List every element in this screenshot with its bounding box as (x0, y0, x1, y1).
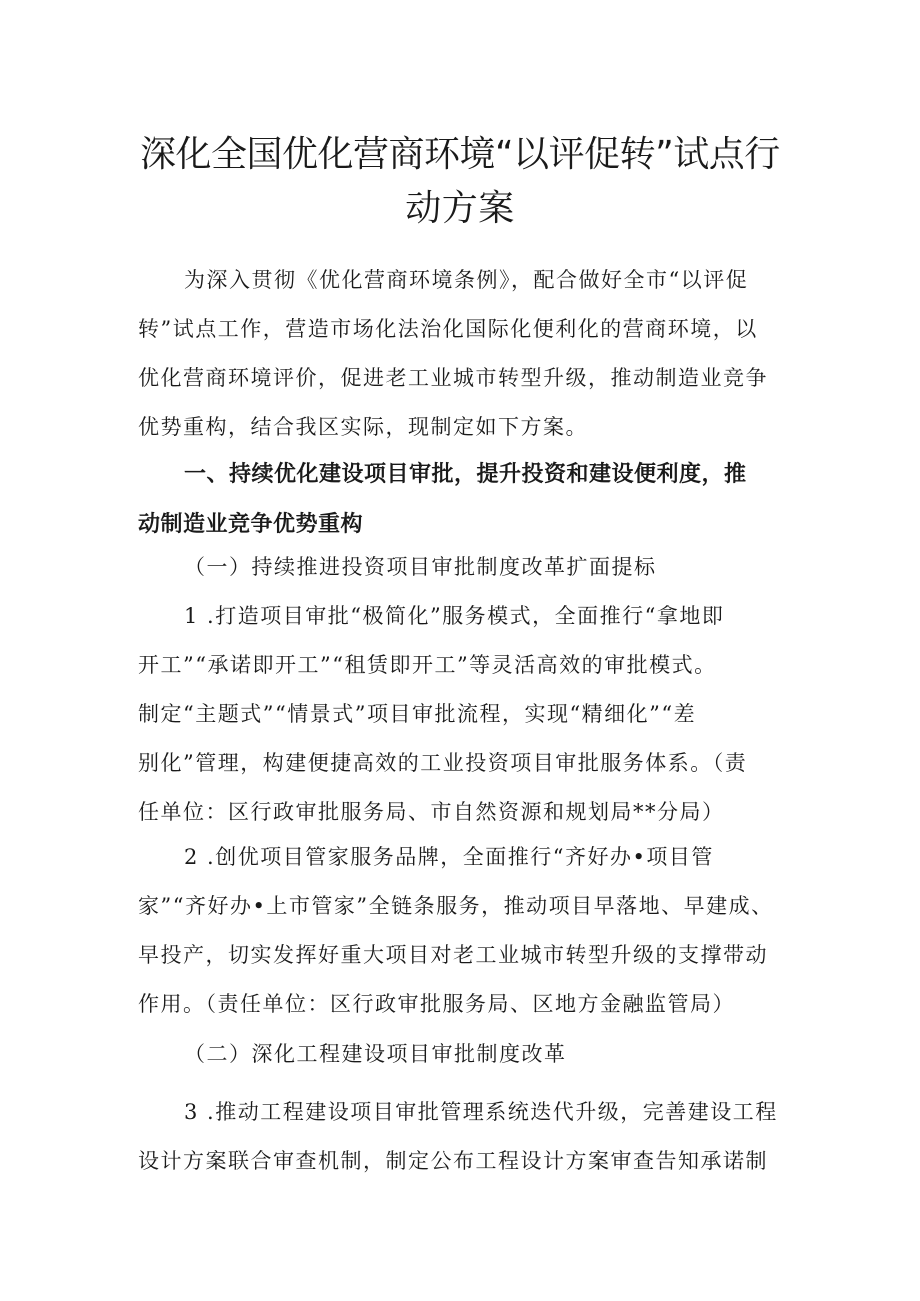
subsection-2-heading (138, 1030, 786, 1079)
item-2-line-4: 作用。（责任单位：区行政审批服务局、区地方金融监管局） (138, 992, 735, 1016)
intro-line-2: 转”试点工作，营造市场化法治化国际化便利化的营商环境，以 (138, 317, 758, 341)
subsection-1-label: （一）持续推进投资项目审批制度改革扩面提标 (184, 555, 657, 579)
item-1-paragraph (138, 592, 786, 837)
title-line-2: 动方案 (405, 188, 515, 229)
intro-line-4: 优势重构，结合我区实际，现制定如下方案。 (138, 415, 588, 439)
item-2-line-2: 家”“齐好办•上市管家”全链条服务，推动项目早落地、早建成、 (138, 894, 774, 918)
subsection-1-heading (138, 543, 786, 592)
subsection-2-label: （二）深化工程建设项目审批制度改革 (184, 1042, 567, 1066)
intro-line-3: 优化营商环境评价，促进老工业城市转型升级，推动制造业竞争 (138, 366, 768, 390)
section-1-heading (138, 450, 786, 550)
item-3-line-2: 设计方案联合审查机制，制定公布工程设计方案审查告知承诺制 (138, 1149, 768, 1173)
document-title (140, 128, 780, 236)
item-1-line-5: 任单位：区行政审批服务局、市自然资源和规划局**分局） (138, 800, 725, 824)
item-1-line-3: 制定“主题式”“情景式”项目审批流程，实现“精细化”“差 (138, 702, 697, 726)
section-1-heading-line-2: 动制造业竞争优势重构 (138, 512, 364, 537)
title-line-1: 深化全国优化营商环境“以评促转”试点行 (140, 134, 780, 175)
intro-line-1: 为深入贯彻《优化营商环境条例》，配合做好全市“以评促 (184, 268, 749, 292)
item-1-line-4: 别化”管理，构建便捷高效的工业投资项目审批服务体系。（责 (138, 751, 748, 775)
item-2-line-1: 2 .创优项目管家服务品牌，全面推行“齐好办•项目管 (184, 845, 714, 869)
item-1-line-1: 1 .打造项目审批“极简化”服务模式，全面推行“拿地即 (184, 604, 725, 628)
intro-paragraph (138, 256, 786, 452)
item-2-line-3: 早投产，切实发挥好重大项目对老工业城市转型升级的支撑带动 (138, 943, 768, 967)
item-3-paragraph (138, 1088, 786, 1186)
section-1-heading-line-1: 一、持续优化建设项目审批，提升投资和建设便利度，推 (184, 462, 747, 487)
item-3-line-1: 3 .推动工程建设项目审批管理系统迭代升级，完善建设工程 (184, 1100, 778, 1124)
item-1-line-2: 开工”“承诺即开工”“租赁即开工”等灵活高效的审批模式。 (138, 653, 717, 677)
item-2-paragraph (138, 833, 786, 1029)
